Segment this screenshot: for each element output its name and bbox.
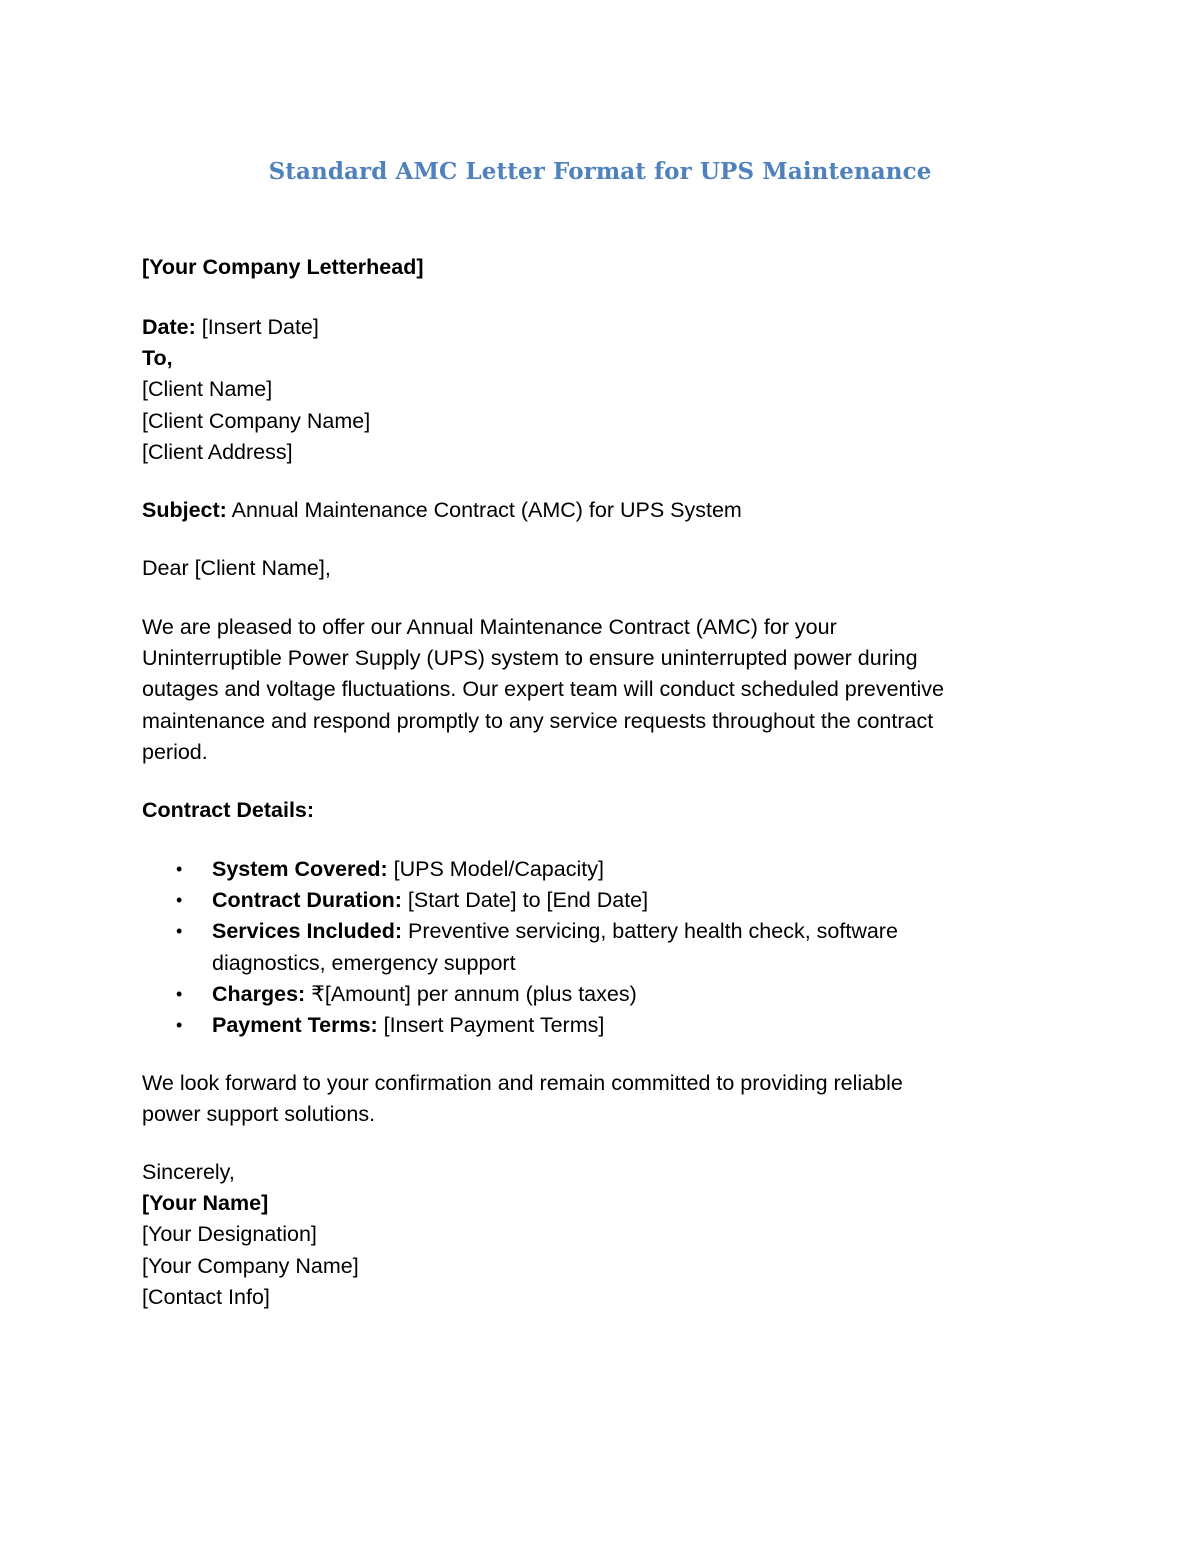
list-item xyxy=(142,1010,1042,1041)
intro-line: outages and voltage fluctuations. Our expert team will conduct scheduled preventive xyxy=(142,677,944,702)
intro-line: period. xyxy=(142,739,208,764)
client-company-name: [Client Company Name] xyxy=(142,408,371,433)
date-line xyxy=(142,312,1042,343)
subject-label: Subject: xyxy=(142,498,227,522)
bullet-icon: • xyxy=(176,890,183,911)
intro-line: Uninterruptible Power Supply (UPS) system to ensure uninterrupted power during xyxy=(142,646,918,671)
bullet-icon: • xyxy=(176,983,183,1004)
signer-name: [Your Name] xyxy=(142,1191,269,1216)
item-value: ₹[Amount] per annum (plus taxes) xyxy=(305,981,637,1006)
intro-line: We are pleased to offer our Annual Maintenance Contract (AMC) for your xyxy=(142,615,837,639)
closing-paragraph xyxy=(142,1068,1042,1130)
bullet-icon: • xyxy=(176,859,183,879)
client-address: [Client Address] xyxy=(142,439,293,464)
salutation: Dear [Client Name], xyxy=(142,556,331,580)
signer-contact: [Contact Info] xyxy=(142,1284,270,1309)
subject-block xyxy=(142,495,1042,526)
signature-block xyxy=(142,1157,1042,1313)
intro-line: maintenance and respond promptly to any service requests throughout the contract xyxy=(142,708,934,733)
list-item xyxy=(142,854,1042,885)
recipient-block xyxy=(142,312,1042,468)
subject-line xyxy=(142,495,1042,526)
contract-heading-block xyxy=(142,795,1042,826)
letterhead: [Your Company Letterhead] xyxy=(142,255,424,279)
letterhead-block xyxy=(142,252,1042,283)
item-value: Preventive servicing, battery health check, software xyxy=(402,919,898,944)
item-value-continued: diagnostics, emergency support xyxy=(212,950,516,975)
date-value: [Insert Date] xyxy=(195,315,319,339)
list-item xyxy=(142,979,1042,1010)
list-item xyxy=(142,885,1042,916)
signoff: Sincerely, xyxy=(142,1160,235,1184)
list-item xyxy=(142,916,1042,978)
item-value: [Insert Payment Terms] xyxy=(377,1013,605,1038)
item-label: System Covered: xyxy=(212,857,388,881)
item-value: [UPS Model/Capacity] xyxy=(387,857,604,881)
contract-details-list xyxy=(142,854,1042,1041)
item-label: Charges: xyxy=(212,981,306,1006)
subject-value: Annual Maintenance Contract (AMC) for UPS System xyxy=(226,498,742,522)
item-value: [Start Date] to [End Date] xyxy=(401,888,649,913)
client-name: [Client Name] xyxy=(142,377,273,402)
item-label: Payment Terms: xyxy=(212,1013,378,1038)
bullet-icon: • xyxy=(176,1015,183,1036)
to-label: To, xyxy=(142,346,173,371)
item-label: Contract Duration: xyxy=(212,888,402,913)
bullet-icon: • xyxy=(176,921,183,942)
document-title: Standard AMC Letter Format for UPS Maintenance xyxy=(268,158,932,185)
signer-designation: [Your Designation] xyxy=(142,1222,317,1247)
item-label: Services Included: xyxy=(212,919,402,944)
salutation-block xyxy=(142,553,1042,584)
contract-heading: Contract Details: xyxy=(142,798,315,822)
closing-line: power support solutions. xyxy=(142,1102,376,1127)
date-label: Date: xyxy=(142,315,196,339)
intro-paragraph xyxy=(142,612,1042,768)
signer-company: [Your Company Name] xyxy=(142,1253,359,1278)
closing-line: We look forward to your confirmation and remain committed to providing reliable xyxy=(142,1071,903,1095)
